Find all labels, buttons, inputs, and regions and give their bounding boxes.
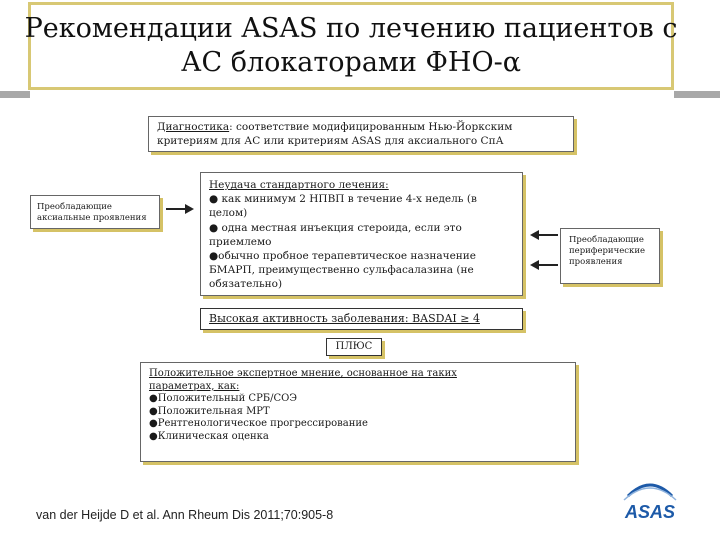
diagnosis-text-2: критериям для АС или критериям ASAS для аксиального СпА xyxy=(157,135,504,147)
axial-line-1: Преобладающие xyxy=(37,202,112,212)
expert-item-crp: ●Положительный СРБ/СОЭ xyxy=(149,393,298,405)
peripheral-line-1: Преобладающие xyxy=(569,235,644,245)
failure-heading: Неудача стандартного лечения: xyxy=(209,179,389,191)
axial-manifestations-box xyxy=(30,195,160,229)
citation: van der Heijde D et al. Ann Rheum Dis 2011;70:905-8 xyxy=(36,508,334,522)
treatment-failure-box xyxy=(200,172,523,296)
diagnosis-text-1: : соответствие модифицированным Нью-Йоркским xyxy=(229,121,513,133)
peripheral-line-3: проявления xyxy=(569,257,623,267)
arrow-right-icon xyxy=(166,203,194,215)
plus-label: ПЛЮС xyxy=(335,341,373,352)
diagnosis-box xyxy=(148,116,574,152)
title-bar-right xyxy=(674,91,720,98)
failure-line-4: приемлемо xyxy=(209,235,272,248)
failure-line-5: ●обычно пробное терапевтическое назначение xyxy=(209,250,477,263)
plus-box xyxy=(326,338,382,356)
expert-item-clinical: ●Клиническая оценка xyxy=(149,430,269,442)
high-activity-label: Высокая активность заболевания: BASDAI ≥ 4 xyxy=(209,312,480,325)
failure-line-6: БМАРП, преимущественно сульфасалазина (не xyxy=(209,264,474,277)
asas-logo xyxy=(614,476,686,526)
failure-line-3: ● одна местная инъекция стероида, если это xyxy=(209,221,462,234)
arrow-left-icon xyxy=(530,229,558,241)
logo-text: ASAS xyxy=(624,502,676,522)
expert-heading-1: Положительное экспертное мнение, основанное на таких xyxy=(149,368,457,379)
expert-item-mri: ●Положительная МРТ xyxy=(149,405,270,417)
failure-line-7: обязательно) xyxy=(209,278,283,291)
expert-opinion-box xyxy=(140,362,576,462)
expert-heading-2: параметрах, как: xyxy=(149,380,240,392)
title-bar-left xyxy=(0,91,30,98)
peripheral-line-2: периферические xyxy=(569,246,646,256)
arrow-left-icon xyxy=(530,259,558,271)
title-line-2: АС блокаторами ФНО-α xyxy=(181,47,521,78)
failure-line-2: целом) xyxy=(209,207,248,220)
expert-item-xray: ●Рентгенологическое прогрессирование xyxy=(149,418,368,430)
peripheral-manifestations-box xyxy=(560,228,660,284)
high-activity-box xyxy=(200,308,523,330)
title-line-1: Рекомендации ASAS по лечению пациентов с xyxy=(24,13,678,44)
axial-line-2: аксиальные проявления xyxy=(37,213,147,223)
diagnosis-label: Диагностика xyxy=(157,121,230,133)
slide-title xyxy=(24,2,678,90)
failure-line-1: ● как минимум 2 НПВП в течение 4-х недель (в xyxy=(209,193,477,206)
